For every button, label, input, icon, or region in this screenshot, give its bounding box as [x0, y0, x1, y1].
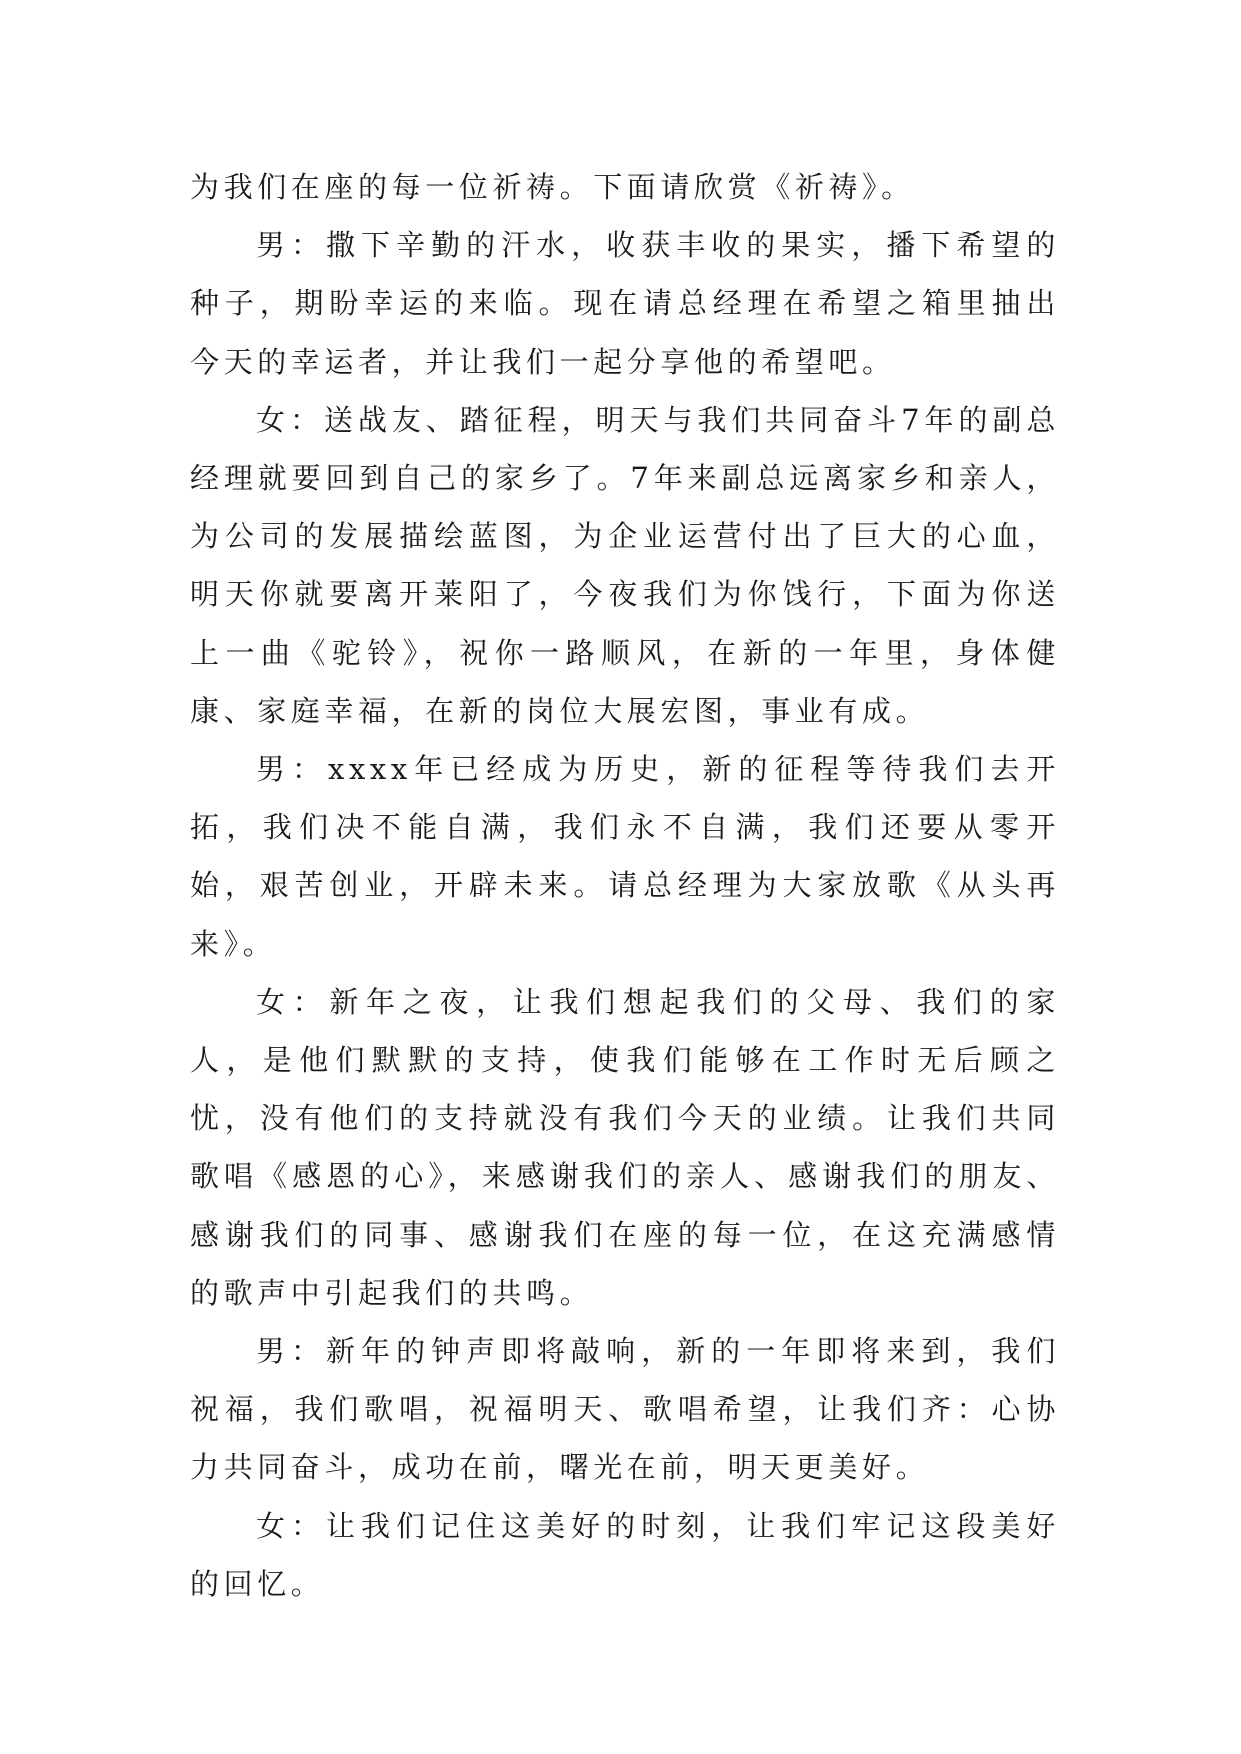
paragraph-farewell: 女：送战友、踏征程，明天与我们共同奋斗7年的副总经理就要回到自己的家乡了。7年来副总远离家乡和亲人，为公司的发展描绘蓝图，为企业运营付出了巨大的心血，明天你就要离开莱阳了，今夜我们为你饯行，下面为你送上一曲《驼铃》，祝你一路顺风，在新的一年里，身体健康、家庭幸福，在新的岗位大展宏图，事业有成。	[190, 402, 1060, 728]
paragraph-closing: 女：让我们记住这美好的时刻，让我们牢记这段美好的回忆。	[190, 1508, 1060, 1601]
paragraph-new-year-bell: 男：新年的钟声即将敲响，新的一年即将来到，我们祝福，我们歌唱，祝福明天、歌唱希望，让我们齐：心协力共同奋斗，成功在前，曙光在前，明天更美好。	[190, 1334, 1060, 1485]
document-body	[190, 158, 1060, 1613]
paragraph-lucky-draw: 男：撒下辛勤的汗水，收获丰收的果实，播下希望的种子，期盼幸运的来临。现在请总经理在希望之箱里抽出今天的幸运者，并让我们一起分享他的希望吧。	[190, 228, 1060, 379]
paragraph-start-over: 男：xxxx年已经成为历史，新的征程等待我们去开拓，我们决不能自满，我们永不自满，我们还要从零开始，艰苦创业，开辟未来。请总经理为大家放歌《从头再来》。	[190, 752, 1060, 961]
paragraph-grateful-heart: 女：新年之夜，让我们想起我们的父母、我们的家人，是他们默默的支持，使我们能够在工作时无后顾之忧，没有他们的支持就没有我们今天的业绩。让我们共同歌唱《感恩的心》，来感谢我们的亲人、感谢我们的朋友、感谢我们的同事、感谢我们在座的每一位，在这充满感情的歌声中引起我们的共鸣。	[190, 984, 1060, 1310]
paragraph-prayer-intro: 为我们在座的每一位祈祷。下面请欣赏《祈祷》。	[190, 170, 915, 204]
